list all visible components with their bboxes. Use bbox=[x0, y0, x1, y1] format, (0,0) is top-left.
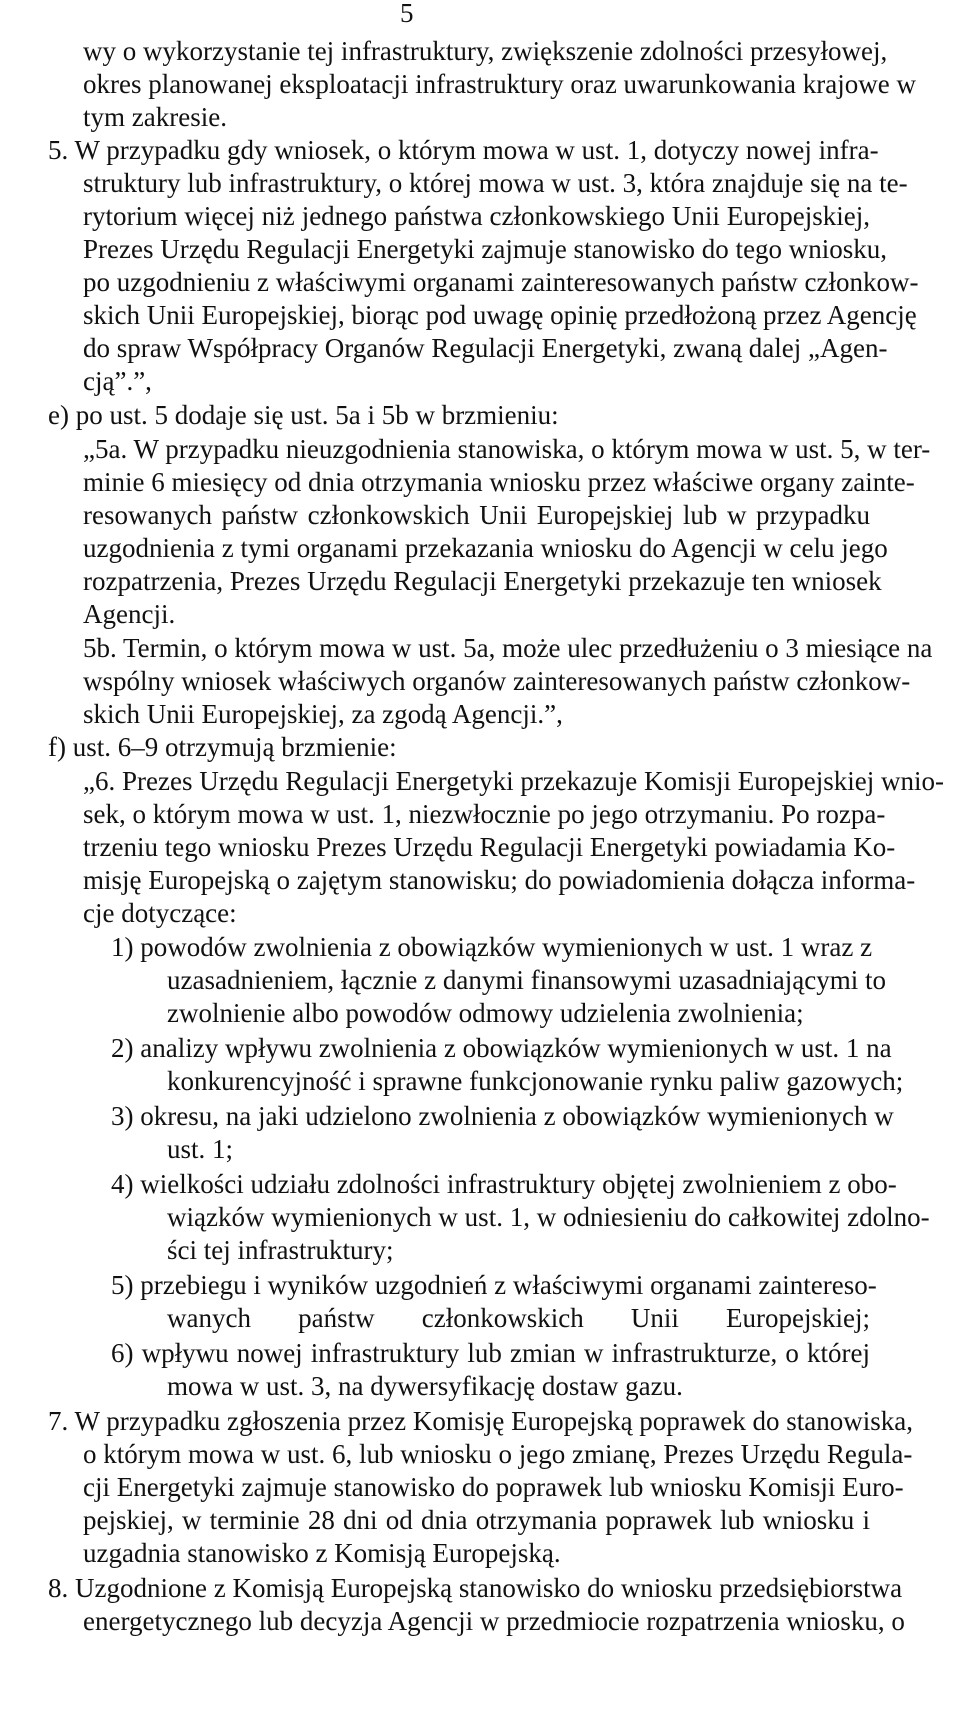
text-line: skich Unii Europejskiej, za zgodą Agencji.”, bbox=[83, 699, 563, 729]
page-number: 5 bbox=[400, 0, 414, 28]
text-line: do spraw Współpracy Organów Regulacji Energetyki, zwaną dalej „Agen- bbox=[83, 333, 888, 363]
text-line: 6) wpływu nowej infrastruktury lub zmian w infrastrukturze, o której bbox=[111, 1338, 870, 1368]
text-line: 5b. Termin, o którym mowa w ust. 5a, może ulec przedłużeniu o 3 miesiące na bbox=[83, 633, 933, 663]
text-line: trzeniu tego wniosku Prezes Urzędu Regulacji Energetyki powiadamia Ko- bbox=[83, 832, 896, 862]
text-line: wanych państw członkowskich Unii Europejskiej; bbox=[167, 1303, 870, 1333]
text-line: „5a. W przypadku nieuzgodnienia stanowiska, o którym mowa w ust. 5, w ter- bbox=[83, 434, 931, 464]
text-line: 7. W przypadku zgłoszenia przez Komisję Europejską poprawek do stanowiska, bbox=[48, 1406, 914, 1436]
text-line: uzgodnienia z tymi organami przekazania wniosku do Agencji w celu jego bbox=[83, 533, 888, 563]
text-line: e) po ust. 5 dodaje się ust. 5a i 5b w brzmieniu: bbox=[48, 400, 559, 430]
text-line: ści tej infrastruktury; bbox=[167, 1235, 394, 1265]
text-line: o którym mowa w ust. 6, lub wniosku o jego zmianę, Prezes Urzędu Regula- bbox=[83, 1439, 913, 1469]
text-line: cji Energetyki zajmuje stanowisko do poprawek lub wniosku Komisji Euro- bbox=[83, 1472, 904, 1502]
text-line: cją”.”, bbox=[83, 366, 152, 396]
text-line: 1) powodów zwolnienia z obowiązków wymienionych w ust. 1 wraz z bbox=[111, 932, 873, 962]
text-line: 8. Uzgodnione z Komisją Europejską stanowisko do wniosku przedsiębiorstwa bbox=[48, 1573, 903, 1603]
text-line: skich Unii Europejskiej, biorąc pod uwagę opinię przedłożoną przez Agencję bbox=[83, 300, 917, 330]
text-line: 5. W przypadku gdy wniosek, o którym mowa w ust. 1, dotyczy nowej infra- bbox=[48, 135, 879, 165]
text-line: energetycznego lub decyzja Agencji w przedmiocie rozpatrzenia wniosku, o bbox=[83, 1606, 905, 1636]
text-line: wy o wykorzystanie tej infrastruktury, zwiększenie zdolności przesyłowej, bbox=[83, 36, 888, 66]
text-line: 3) okresu, na jaki udzielono zwolnienia z obowiązków wymienionych w bbox=[111, 1101, 894, 1131]
text-line: wiązków wymienionych w ust. 1, w odniesieniu do całkowitej zdolno- bbox=[167, 1202, 930, 1232]
text-line: struktury lub infrastruktury, o której mowa w ust. 3, która znajduje się na te- bbox=[83, 168, 908, 198]
text-line: resowanych państw członkowskich Unii Europejskiej lub w przypadku bbox=[83, 500, 870, 530]
text-line: rozpatrzenia, Prezes Urzędu Regulacji Energetyki przekazuje ten wniosek bbox=[83, 566, 882, 596]
text-line: okres planowanej eksploatacji infrastruktury oraz uwarunkowania krajowe w bbox=[83, 69, 916, 99]
text-line: konkurencyjność i sprawne funkcjonowanie rynku paliw gazowych; bbox=[167, 1066, 904, 1096]
text-line: wspólny wniosek właściwych organów zainteresowanych państw członkow- bbox=[83, 666, 911, 696]
text-line: Prezes Urzędu Regulacji Energetyki zajmuje stanowisko do tego wniosku, bbox=[83, 234, 888, 264]
text-line: „6. Prezes Urzędu Regulacji Energetyki przekazuje Komisji Europejskiej wnio- bbox=[83, 766, 944, 796]
text-line: mowa w ust. 3, na dywersyfikację dostaw gazu. bbox=[167, 1371, 683, 1401]
text-line: f) ust. 6–9 otrzymują brzmienie: bbox=[48, 732, 397, 762]
text-line: ust. 1; bbox=[167, 1134, 234, 1164]
text-line: pejskiej, w terminie 28 dni od dnia otrzymania poprawek lub wniosku i bbox=[83, 1505, 870, 1535]
text-line: 5) przebiegu i wyników uzgodnień z właściwymi organami zaintereso- bbox=[111, 1270, 877, 1300]
text-line: 2) analizy wpływu zwolnienia z obowiązków wymienionych w ust. 1 na bbox=[111, 1033, 892, 1063]
text-line: cje dotyczące: bbox=[83, 898, 237, 928]
text-line: minie 6 miesięcy od dnia otrzymania wniosku przez właściwe organy zainte- bbox=[83, 467, 915, 497]
text-line: misję Europejską o zajętym stanowisku; do powiadomienia dołącza informa- bbox=[83, 865, 916, 895]
text-line: po uzgodnieniu z właściwymi organami zainteresowanych państw członkow- bbox=[83, 267, 919, 297]
text-line: zwolnienie albo powodów odmowy udzielenia zwolnienia; bbox=[167, 998, 804, 1028]
text-line: 4) wielkości udziału zdolności infrastruktury objętej zwolnieniem z obo- bbox=[111, 1169, 897, 1199]
text-line: uzgadnia stanowisko z Komisją Europejską. bbox=[83, 1538, 561, 1568]
text-line: tym zakresie. bbox=[83, 102, 227, 132]
text-line: Agencji. bbox=[83, 599, 176, 629]
text-line: rytorium więcej niż jednego państwa członkowskiego Unii Europejskiej, bbox=[83, 201, 870, 231]
text-line: sek, o którym mowa w ust. 1, niezwłocznie po jego otrzymaniu. Po rozpa- bbox=[83, 799, 886, 829]
text-line: uzasadnieniem, łącznie z danymi finansowymi uzasadniającymi to bbox=[167, 965, 886, 995]
